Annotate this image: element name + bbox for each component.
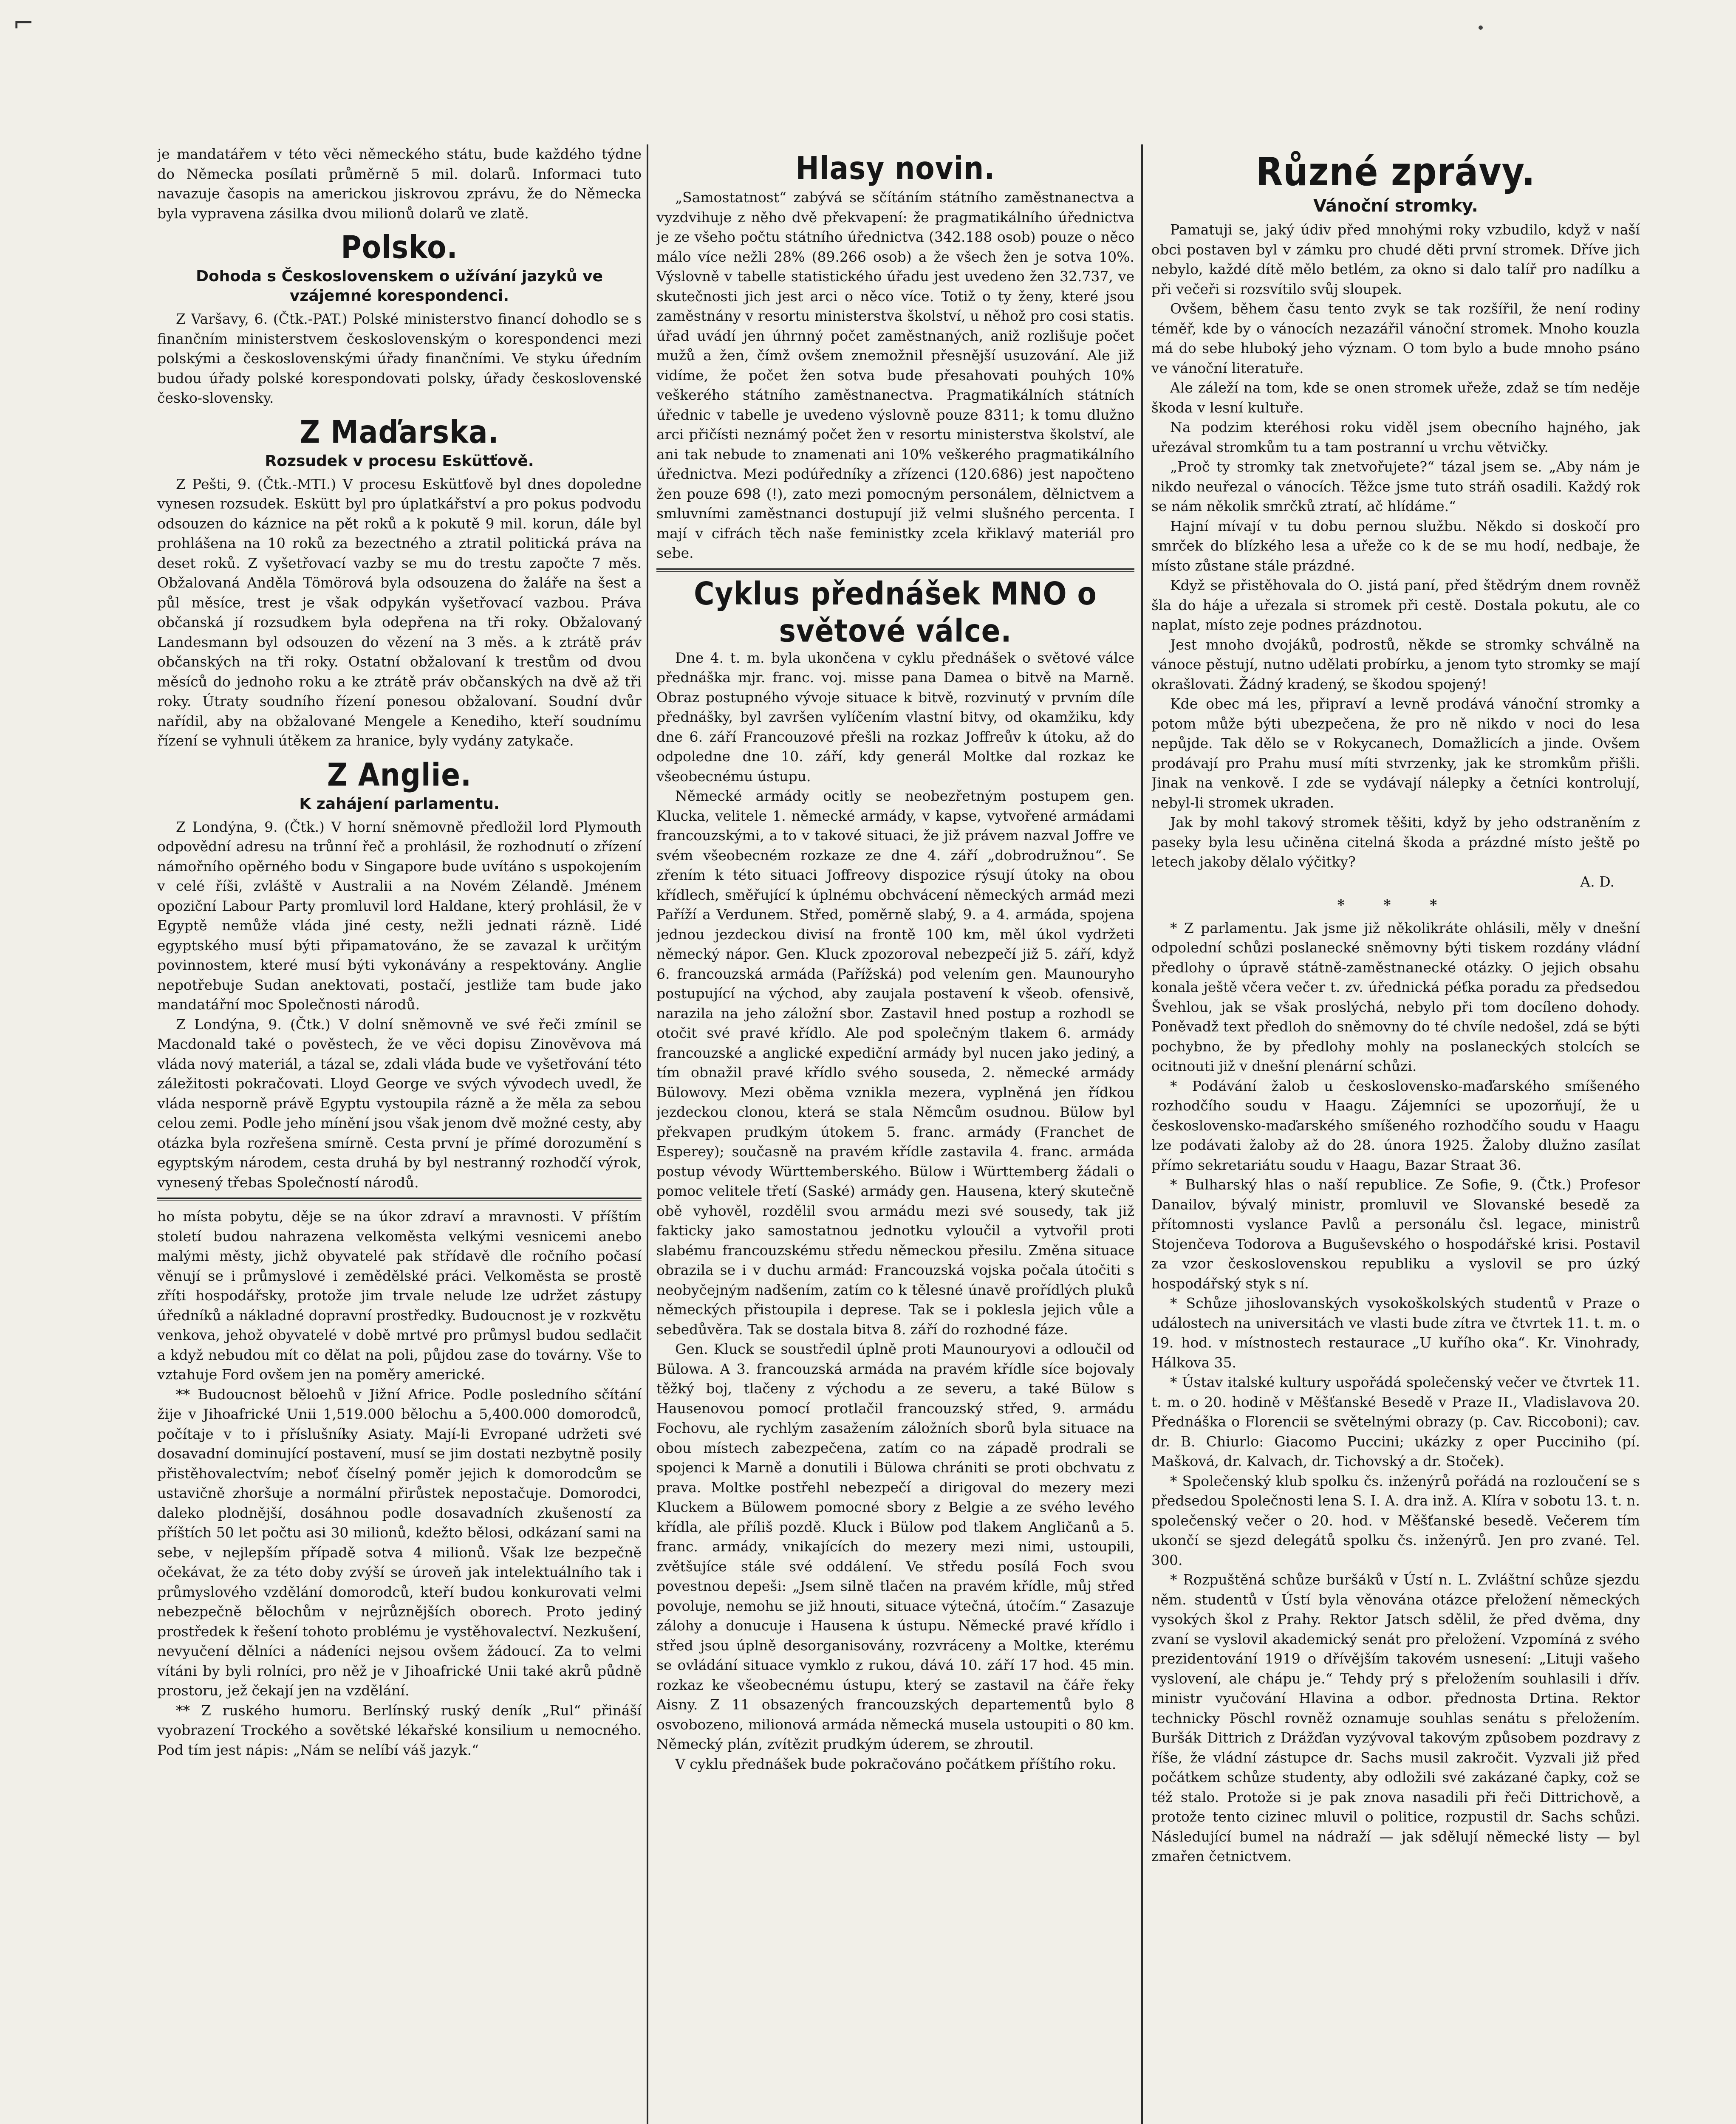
article-jizni-afrika: ** Budoucnost běloehů v Jižní Africe. Podle posledního sčítání žije v Jihoafrické Unii 1,519.000 bělochu a 5,400.000 domorodců, počítaje v to i příslušníky Asiaty. Mají-li Evropané udržeti své dosavadní dominující postavení, musí se jim dostati nezbytně posily přistěhovalectvím; neboť číselný poměr jejich k domorodcům se ustavičně zhoršuje a normální přirůstek nepostačuje. Domorodci, daleko plodnější, dosáhnou podle dosavadních zkušeností za příštích 50 let počtu asi 30 milionů, kdežto bělosi, odkázaní sami na sebe, v nejlepším případě sotva 4 milionů. Však lze bezpečně očekávat, že za této doby zvýší se úroveň jak intelektuálního tak i průmyslového vzdělání domorodců, kteří budou konkurovati velmi nebezpečně bělochům v nejrůznějších oborech. Proto jediný prostředek k řešení tohoto problému je vystěhovalectví. Nezkušení, nevyučení dělníci a nádeníci nejsou ovšem žádoucí. Za to velmi vítáni by byli rolníci, pro něž je v Jihoafrické Unii také akrů půdně prostoru, jež čekají jen na vzdělání. [157,1386,642,1699]
article-vanocni-7: Když se přistěhovala do O. jistá paní, před štědrým dnem rovněž šla do háje a uřezala si stromek při cestě. Dostala pokutu, ale co naplat, místo zeje podnes prázdnotou. [1151,577,1640,633]
article-vanocni-2: Ovšem, během času tento zvyk se tak rozšířil, že není rodiny téměř, kde by o vánocích nezazářil vánoční stromek. Mnoho kouzla má do sebe hluboký jeho význam. O tom bylo a bude mnoho psáno ve vánoční literatuře. [1151,300,1640,376]
article-vanocni-1: Pamatuji se, jaký údiv před mnohými roky vzbudilo, když v naší obci postaven byl v zámku pro chudé děti první stromek. Dříve jich nebylo, každé dítě mělo betlém, za okno si dalo talíř pro nadílku a při večeři si rozsvítilo svůj sloupek. [1151,221,1640,297]
article-hlasy-novin: „Samostatnost“ zabývá se sčítáním státního zaměstnanectva a vyzdvihuje z něho dvě překvapení: že pragmatikálního úřednictva je ze všeho počtu státního úřednictva (342.188 osob) pouze o něco málo více nežli 28% (89.266 osob) a že všech žen je sotva 10%. Výslovně v tabelle statistického úřadu jest uvedeno žen 32.737, ve skutečnosti jich jest arci o něco více. Totiž o ty ženy, které jsou zaměstnány v resortu ministerstva školství, u něhož pro cosi statis. úřad uvádí jen úhrnný počet zaměstnaných, aniž rozlišuje počet mužů a žen, čímž ovšem znemožnil přesnější usuzování. Ale již vidíme, že počet žen sotva bude přesahovati pouhých 10% veškerého státního zaměstnanectva. Pragmatikálních státních úřednic v tabelle je uvedeno výslovně pouze 8311; k tomu dlužno arci přičísti neznámý počet žen v resortu ministerstva školství, ale ani tak nebude to znamenati ani 10% veškerého pragmatikálního úřednictva. Mezi podúředníky a zřízenci (120.686) jest napočteno žen pouze 698 (!), zato mezi pomocným personálem, dělnictvem a smluvními zaměstnanci dostupují již velmi slušného percenta. I mají v cifrách těch naše feministky zcela křiklavý materiál pro sebe. [656,189,1134,561]
subheading-vanocni-stromky: Vánoční stromky. [1313,196,1478,216]
section-separator [656,568,1134,572]
article-anglie-2: Z Londýna, 9. (Čtk.) V dolní sněmovně ve své řeči zmínil se Macdonald také o pověstech, že ve věci dopisu Zinověvova má vláda nový materiál, a tázal se, zdali vláda bude ve vyšetřování této záležitosti pokračovati. Lloyd George ve svých vývodech uvedl, že vláda nesporně právě Egyptu vystoupila rázně a že měla za sebou celou zemi. Podle jeho mínění jsou však jenom dvě možné cesty, aby otázka byla rozřešena smírně. Cesta první je přímé dorozumění s egyptským národem, cesta druhá by byl nestranný rozhodčí výrok, vynesený třebas Společností národů. [157,1016,642,1191]
heading-polsko: Polsko. [341,229,458,266]
article-polsko: Z Varšavy, 6. (Čtk.-PAT.) Polské ministerstvo financí dohodlo se s finančním ministerstvem československým o korespondenci mezi polskými a československými úřady finančními. Ve styku úředním budou úřady polské korespondovati polsky, úřady československé česko-slovensky. [157,311,642,406]
news-parlament: * Z parlamentu. Jak jsme již několikráte ohlásili, měly v dnešní odpolední schůzi poslanecké sněmovny býti tiskem rozdány vládní předlohy o úpravě státně-zaměstnanecké otázky. O jejich obsahu konala ještě včera večer t. zv. úřednická péťka poradu za předsedou Švehlou, jak se však proslýchá, nebylo při tom docíleno dohody. Poněvadž text předloh do sněmovny do té chvíle nedošel, zdá se býti pochybno, že by předlohy mohly na poslaneckých stolcích se ocitnouti již v dnešní plenární schůzi. [1151,919,1640,1074]
article-vanocni-3: Ale záleží na tom, kde se onen stromek uřeže, zdaž se tím neděje škoda v lesní kultuře. [1151,379,1640,416]
right-column [1151,144,1640,2124]
heading-madarska: Z Maďarska. [300,413,499,451]
author-signature: A. D. [1580,873,1614,890]
article-ford-continued: ho místa pobytu, děje se na úkor zdraví a mravnosti. V příštím století budou nahrazena velkoměsta velkými vesnicemi anebo malými městy, jichž obyvatelé pak střídavě dle ročního počasí věnují se i průmyslové i zemědělské práci. Velkoměsta se prostě zříti hospodářsky, protože jim trvale nelude lze udržet zástupy úředníků a nákladné dopravní prostředky. Budoucnost je v rozkvětu venkova, jehož obyvatelé v době mrtvé pro průmysl budou sedlačit a když nebudou mít co dělat na poli, půjdou zase do továrny. Vše to vztahuje Ford ovšem jen na poměry americké. [157,1208,642,1383]
column-rule-right [1141,144,1143,2124]
article-madarska: Z Pešti, 9. (Čtk.-MTI.) V procesu Eskütťově byl dnes dopoledne vynesen rozsudek. Eskütt byl pro úplatkářství a pro pokus podvodu odsouzen do káznice na pět roků a k pokutě 9 mil. korun, dále byl prohlášena na 10 roků za bezectného a ztratil politická práva na deset roků. Z vyšetřovací vazby se mu do trestu započte 7 měs. Obžalovaná Anděla Tömörová byla odsouzena do žaláře na šest a půl měsíce, trest je však odpykán vyšetřovací vazbou. Práva občanská jí rozsudkem byla odepřena na tři roky. Obžalovaný Landesmann byl odsouzen do vězení na 3 měs. a k ztrátě práv občanských na tři roky. Ostatní obžalovaní k trestům od dvou měsíců do jednoho roku a ke ztrátě práv občanských na dvě až tři roky. Útraty soudního řízení ponesou obžalovaní. Soudní dvůr nařídil, aby na obžalované Mengele a Kenediho, kteří soudnímu řízení se vyhnuli útěkem za hranice, byly vydány zatykače. [157,475,642,749]
news-ustav-italske-kultury: * Ústav italské kultury uspořádá společenský večer ve čtvrtek 11. t. m. o 20. hodině v Měšťanské Besedě v Praze II., Vladislavova 20. Přednáška o Florencii se světelnými obrazy (p. Cav. Riccoboni); cav. dr. B. Chiurlo: Giacomo Puccini; ukázky z oper Pucciniho (pí. Mašková, dr. Kalvach, dr. Tichovský a dr. Stoček). [1151,1374,1640,1469]
speck [1479,25,1483,30]
news-bulharsky-hlas: * Bulharský hlas o naší republice. Ze Sofie, 9. (Čtk.) Profesor Danailov, bývalý ministr, promluvil ve Slovanské besedě za přítomnosti vyslance Pavlů a personálu čsl. legace, ministrů Stojenčeva Todorova a Buguševského o hospodářské krisi. Postavil za vzor československou republiku a vyslovil se pro úzký hospodářský styk s ní. [1151,1176,1640,1292]
news-bursaci-usti: * Rozpuštěná schůze buršáků v Ústí n. L. Zvláštní schůze sjezdu něm. studentů v Ústí byla věnována otázce přeložení německých vysokých škol z Prahy. Rektor Jatsch sdělil, že před dvěma, dny zvaní se vyslovil akademický senát pro přeložení. Vzpomíná z svého prezidentování 1919 o dřívějším takovém usnesení: „Lituji vašeho vyslovení, ale chápu je.“ Tehdy prý s přeložením souhlasili i dřív. ministr vyučování Hlavina a odbor. přednosta Drtina. Rektor technicky Pöschl rovněž oznamuje souhlas senátu s přeložením. Buršák Dittrich z Drážďan vyzývoval takovým způsobem pozdravy z říše, že vládní zástupce dr. Sachs musil zakročit. Vyzvali již před počátkem schůze studenty, aby odložili své zakázané čapky, což se též stalo. Protože si je pak znova nasadili při řeči Dittrichově, a protože tento cizinec mluvil o politice, rozpustil dr. Sachs schůzi. Následující bumel na nádraží — jak sdělují německé listy — byl zmařen četnictvem. [1151,1571,1640,1864]
heading-cyklus: Cyklus přednášek MNO o světové válce. [694,575,1097,649]
intro-paragraph: je mandatářem v této věci německého státu, bude každého týdne do Německa posílati průměrně 5 mil. dolarů. Informaci tuto navazuje časopis na americkou jiskrovou zprávu, že do Německa byla vypravena zásilka dvou milionů dolarů ve zlatě. [157,146,642,222]
page-corner-mark: ⌐ [13,8,34,38]
heading-anglie: Z Anglie. [327,756,472,794]
article-vanocni-6: Hajní mívají v tu dobu pernou službu. Někdo si doskočí pro smrček do blízkého lesa a uřeže co k de se mu hodí, nedbaje, že místo zůstane stále prázdné. [1151,517,1640,574]
article-rusky-humor: ** Z ruského humoru. Berlínský ruský deník „Rul“ přináší vyobrazení Trockého a sovětské lékařské konsilium u nemocného. Pod tím jest nápis: „Nám se nelíbí váš jazyk.“ [157,1702,642,1758]
news-zaloby-haag: * Podávání žalob u československo-maďarského smíšeného rozhodčího soudu v Haagu. Zájemníci se upozorňují, že u československo-maďarského smíšeného rozhodčího soudu v Haagu lze podávati žaloby až do 28. února 1925. Žaloby dlužno zasílat přímo sekretariátu soudu v Haagu, Bazar Straat 36. [1151,1077,1640,1173]
star-divider: * * * [1337,896,1454,913]
article-cyklus-2: Německé armády ocitly se neobezřetným postupem gen. Klucka, velitele 1. německé armády, v kapse, vytvořené armádami francouzskými, a to v takové situaci, že již právem nazval Joffre ve svém všeobecném rozkaze ze dne 4. září „dobrodružnou“. Se zřením k této situaci Joffreovy dispozice rýsují útoky na obou křídlech, směřující k úplnému obchvácení německých armád mezi Paříží a Verdunem. Střed, poměrně slabý, 9. a 4. armáda, spojena jednou jezdeckou divisí na frontě 100 km, měl úkol vydržeti německý nápor. Gen. Kluck zpozoroval nebezpečí již 5. září, když 6. francouzská armáda (Pařížská) pod velením gen. Maunouryho postupující na východ, aby zaujala postavení k všeob. ofensivě, narazila na jeho záložní sbor. Zastavil hned postup a rozhodl se otočit své pravé křídlo. Ale pod společným tlakem 6. armády francouzské a anglické expediční armády byl nucen jako jediný, a tím obnažil pravé křídlo svého souseda, 2. německé armády Bülowovy. Mezi oběma vznikla mezera, vyplněná jen řídkou jezdeckou clonou, která se stala Němcům osudnou. Bülow byl překvapen prudkým útokem 5. franc. armády (Franchet de Esperey); současně na pravém křídle zastavila 4. franc. armáda postup vévody Württemberského. Bülow i Württemberg žádali o pomoc velitele třetí (Saské) armády gen. Hausena, který skutečně obě vyhověl, rozdělil svou armádu mezi své sousedy, tak již fakticky jako samostatnou jednotku vyloučil a vytvořil proti slabému francouzskému středu německou přesilu. Změna situace obrazila se i v duchu armád: Francouzská vojska počala útočiti s neobyčejným nadšením, zatím co k tělesné únavě prořídlých pluků německých přistoupila i deprese. Tak se i poklesla jejich vůle a sebedůvěra. Tak se dostala bitva 8. září do rozhodné fáze. [656,788,1134,1338]
left-column [157,144,642,2124]
middle-column [656,144,1134,2124]
subheading-anglie: K zahájení parlamentu. [299,795,500,813]
article-vanocni-8: Jest mnoho dvojáků, podrostů, někde se stromky schválně na vánoce pěstují, nutno udělati probírku, a jenom tyto stromky se mají okrašlovati. Žádný kradený, se škodou spojený! [1151,636,1640,692]
article-vanocni-5: „Proč ty stromky tak znetvořujete?“ tázal jsem se. „Aby nám je nikdo neuřezal o vánocích. Těžce jsme tuto stráň osadili. Každý rok se nám několik smrčků ztratí, ač hlídáme.“ [1151,458,1640,514]
article-cyklus-4: V cyklu přednášek bude pokračováno počátkem příštího roku. [675,1755,1117,1772]
article-vanocni-4: Na podzim kteréhosi roku viděl jsem obecního hajného, jak uřezával stromkům tu a tam postranní u vrchu větvičky. [1151,419,1640,455]
heading-hlasy-novin: Hlasy novin. [795,150,995,187]
section-separator [157,1198,642,1201]
news-klub-inzenyru: * Společenský klub spolku čs. inženýrů pořádá na rozloučení se s předsedou Společnosti lena S. I. A. dra inž. A. Klíra v sobotu 13. t. n. společenský večer o 20. hod. v Měšťanské besedě. Večerem tím ukončí se sjezd delegátů spolku čs. inženýrů. Jen pro zvané. Tel. 300. [1151,1472,1640,1568]
subheading-madarska: Rozsudek v procesu Eskütťově. [265,452,534,470]
article-vanocni-9: Kde obec má les, připraví a levně prodává vánoční stromky a potom může býti ubezpečena, že pro ně nikdo v noci do lesa nepůjde. Tak dělo se v Rokycanech, Domažlicích a jinde. Ovšem prodávají pro Prahu musí míti stvrzenky, jak ke stromkům přišli. Jinak na venkově. I zde se vydávají nálepky a četníci kontrolují, nebyl-li stromek ukraden. [1151,695,1640,811]
article-cyklus-3: Gen. Kluck se soustředil úplně proti Maunouryovi a odloučil od Bülowa. A 3. francouzská armáda na pravém křídle síce bojovaly těžký boj, tlačeny z východu a ze severu, a také Bülow s Hausenovou pomocí protlačil francouzský střed, 9. armádu Fochovu, ale rychlým zasažením záložních sborů byla situace na obou místech zabezpečena, zatím co na západě prodrali se spojenci k Marně a donutili i Bülowa chrániti se proti obchvatu z prava. Moltke postřehl nebezpečí a dirigoval do mezery mezi Kluckem a Bülowem pomocné sbory z Belgie a ze svého levého křídla, ale příliš pozdě. Kluck i Bülow pod tlakem Angličanů a 5. franc. armády, vnikajících do mezery mezi nimi, ustoupili, zvětšujíce stále své oddálení. Ve středu posílá Foch svou povestnou depeši: „Jsem silně tlačen na pravém křídle, můj střed povoluje, nemohu se již hnouti, situace výtečná, útočím.“ Zasazuje zálohy a donucuje i Hausena k ústupu. Německé pravé křídlo i střed jsou úplně desorganisovány, rozvráceny a Moltke, kterému se ovládání situace vymklo z rukou, dává 10. září 17 hod. 45 min. rozkaz ke všeobecnému ústupu, který se zastavil na čáře řeky Aisny. Z 11 obsazených francouzských departementů bylo 8 osvobozeno, milionová armáda německá musela ustoupiti o 80 km. Německý plán, zvítězit prudkým úderem, se zhroutil. [656,1341,1134,1752]
subheading-polsko: Dohoda s Československem o užívání jazyků ve vzájemné korespondenci. [196,268,603,305]
news-jihoslovanske-schuze: * Schůze jihoslovanských vysokoškolských studentů v Praze o událostech na universitách ve vlasti bude zítra ve čtvrtek 11. t. m. o 19. hod. v místnostech restaurace „U kuřího oka“. Kr. Vinohrady, Hálkova 35. [1151,1295,1640,1371]
heading-ruzne-zpravy: Různé zprávy. [1256,150,1535,195]
column-rule-left [647,144,648,2124]
article-anglie-1: Z Londýna, 9. (Čtk.) V horní sněmovně předložil lord Plymouth odpovědní adresu na trůnní řeč a prohlásil, že rozhodnutí o zřízení námořního opěrného bodu v Singapore bude uvítáno s uspokojením v celé říši, zvláště v Australii a na Novém Zélandě. Jménem opoziční Labour Party promluvil lord Haldane, který prohlásil, že v Egyptě nemůže vláda jiné cesty, nežli jednati rázně. Lidé egyptského musí býti připamatováno, že se zavazal k určitým povinnostem, které musí býti vykonávány a respektovány. Anglie nepotřebuje Sudan anektovati, postačí, jestliže tam bude jako mandatářní moc Společnosti národů. [157,818,642,1013]
article-cyklus-1: Dne 4. t. m. byla ukončena v cyklu přednášek o světové válce přednáška mjr. franc. voj. misse pana Damea o bitvě na Marně. Obraz postupného vývoje situace k bitvě, rozvinutý v prvním díle přednášky, byl završen vylíčením vlastní bitvy, od okamžiku, kdy dne 6. září Francouzové přešli na rozkaz Joffreův k útoku, až do odpoledne dne 10. září, kdy generál Moltke dal rozkaz ke všeobecnému ústupu. [656,649,1134,785]
article-vanocni-10: Jak by mohl takový stromek těšiti, když by jeho odstraněním z paseky byla lesu učiněna citelná škoda a prázdné místo ještě po letech jakoby dělalo výčitky? [1151,814,1640,870]
